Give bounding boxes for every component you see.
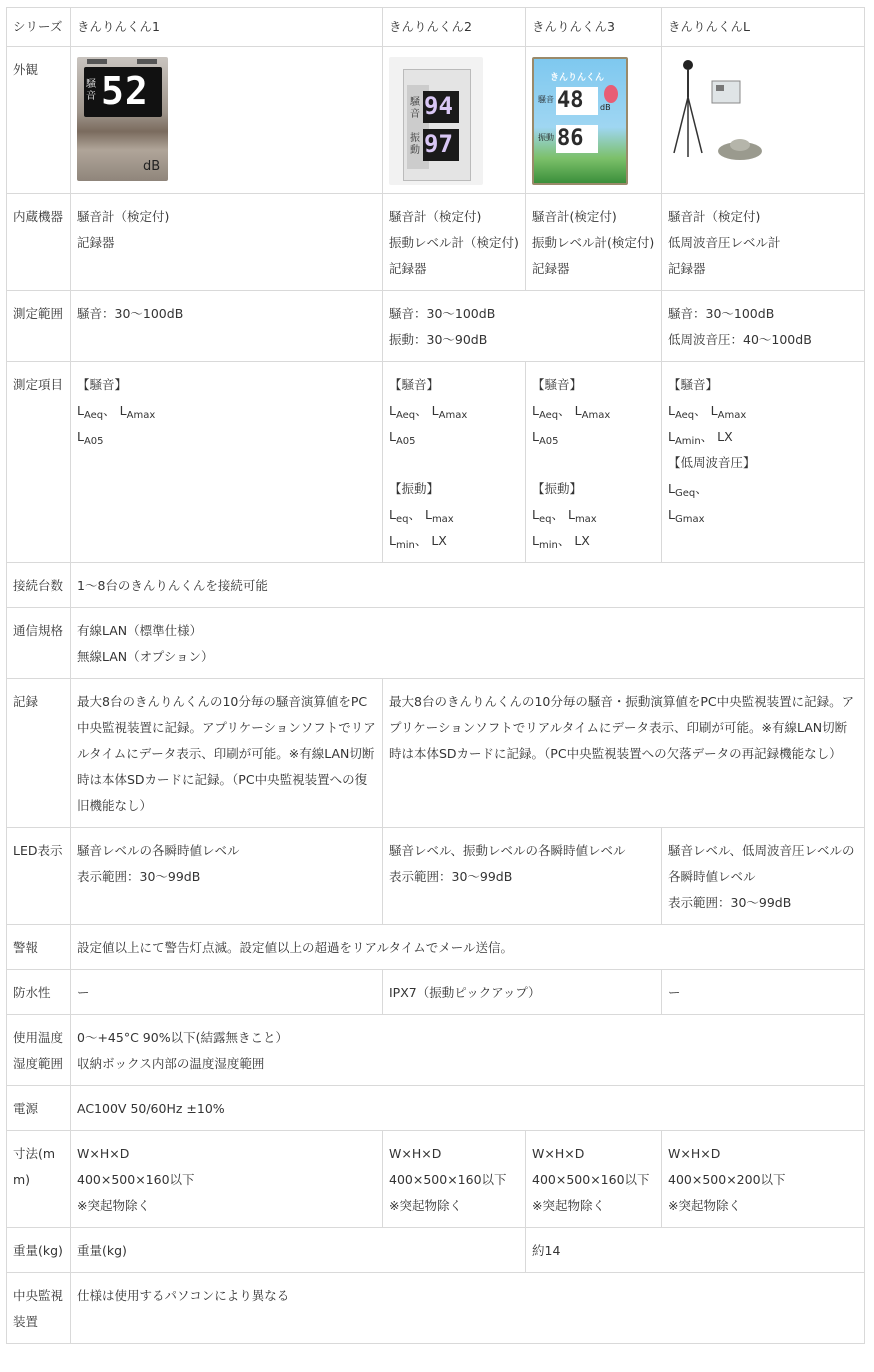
device-title: きんりんくん	[550, 73, 605, 83]
comm-item: 有線LAN（標準仕様）	[77, 623, 203, 638]
row-label-dims: 寸法(mm)	[7, 1131, 71, 1228]
noise-heading: 【騒音】	[389, 377, 440, 392]
device-photo-3	[532, 57, 628, 185]
model-header-2: きんりんくん2	[383, 8, 526, 47]
weight-models-1-2: 重量(kg)	[71, 1228, 526, 1273]
noise-reading: 48	[557, 88, 584, 113]
weight-models-3-L: 約14	[526, 1228, 865, 1273]
model-header-3: きんりんくん3	[526, 8, 662, 47]
model-header-1: きんりんくん1	[71, 8, 383, 47]
dims-value: 400×500×160以下	[77, 1172, 195, 1187]
device-item: 振動レベル計(検定付)	[532, 235, 655, 250]
device-item: 騒音計（検定付)	[668, 209, 761, 224]
table-row	[7, 47, 865, 194]
waterproof-model-1: ー	[71, 970, 383, 1015]
device-photo-L	[668, 57, 764, 169]
row-label-power: 電源	[7, 1086, 71, 1131]
dims-value: 400×500×160以下	[389, 1172, 507, 1187]
measure-item: $L_{eq}$、 $L_{max}$	[389, 507, 454, 525]
device-item: 振動レベル計（検定付)	[389, 235, 519, 250]
noise-heading: 【騒音】	[532, 377, 583, 392]
led-item: 騒音レベル、低周波音圧レベルの各瞬時値レベル	[668, 843, 855, 884]
spec-table	[6, 7, 865, 1344]
appearance-cell-1	[71, 47, 383, 194]
device-item: 記録器	[668, 261, 706, 276]
table-row	[7, 1086, 865, 1131]
row-label-waterproof: 防水性	[7, 970, 71, 1015]
device-item: 騒音計（検定付)	[77, 209, 170, 224]
measure-item: $L_{A05}$	[532, 429, 559, 447]
table-row	[7, 1273, 865, 1344]
measure-item: $L_{Aeq}$、 $L_{Amax}$	[532, 403, 611, 421]
appearance-cell-2	[383, 47, 526, 194]
table-row	[7, 8, 865, 47]
row-label-series: シリーズ	[7, 8, 71, 47]
row-label-connect: 接続台数	[7, 563, 71, 608]
measure-item: $L_{Gmax}$	[668, 507, 705, 525]
vibration-heading: 【振動】	[532, 481, 583, 496]
row-label-items: 測定項目	[7, 362, 71, 563]
device-item: 低周波音圧レベル計	[668, 235, 781, 250]
range-item: 振動：30〜90dB	[389, 332, 488, 347]
noise-heading: 【騒音】	[77, 377, 128, 392]
row-label-weight: 重量(kg)	[7, 1228, 71, 1273]
unit-label: dB	[143, 159, 161, 174]
waterproof-model-L: ー	[662, 970, 865, 1015]
row-label-alarm: 警報	[7, 925, 71, 970]
device-item: 記録器	[532, 261, 570, 276]
device-item: 記録器	[389, 261, 427, 276]
led-item: 表示範囲：30〜99dB	[77, 869, 201, 884]
low-frequency-heading: 【低周波音圧】	[668, 455, 756, 470]
table-row	[7, 679, 865, 828]
measure-item: $L_{min}$、 LX	[532, 533, 590, 551]
table-row	[7, 828, 865, 925]
measure-item: $L_{Amin}$、 LX	[668, 429, 733, 447]
dims-value: 400×500×200以下	[668, 1172, 786, 1187]
table-row	[7, 970, 865, 1015]
waterproof-models-2-3: IPX7（振動ピックアップ）	[383, 970, 662, 1015]
noise-label: 騒音	[410, 97, 420, 120]
table-row	[7, 925, 865, 970]
row-label-led: LED表示	[7, 828, 71, 925]
vibration-reading: 86	[557, 126, 584, 151]
temp-item: 収納ボックス内部の温度湿度範囲	[77, 1056, 265, 1071]
vibration-label: 振動	[538, 133, 554, 142]
dims-value: 400×500×160以下	[532, 1172, 650, 1187]
monitor-value: 仕様は使用するパソコンにより異なる	[71, 1273, 865, 1344]
measure-item: $L_{Aeq}$、 $L_{Amax}$	[668, 403, 747, 421]
device-photo-2	[389, 57, 483, 185]
model-header-L: きんりんくんL	[662, 8, 865, 47]
vibration-heading: 【振動】	[389, 481, 440, 496]
vibration-reading: 97	[424, 130, 453, 158]
row-label-monitor: 中央監視装置	[7, 1273, 71, 1344]
table-row	[7, 1015, 865, 1086]
table-row: 寸法(mm) W×H×D 400×500×160以下 ※突起物除く W×H×D 400×500×160以下 ※突起物除く W×H×D 400×500×160以下 ※突起物除く W×H×D 400×500×200以下 ※突起物除く	[7, 1131, 865, 1228]
device-item: 騒音計(検定付)	[532, 209, 617, 224]
row-label-record: 記録	[7, 679, 71, 828]
comm-item: 無線LAN（オプション）	[77, 649, 214, 664]
temp-item: 0〜+45°C 90%以下(結露無きこと）	[77, 1030, 288, 1045]
power-value: AC100V 50/60Hz ±10%	[71, 1086, 865, 1131]
appearance-cell-L	[662, 47, 865, 194]
row-label-range: 測定範囲	[7, 291, 71, 362]
led-reading: 52	[101, 69, 149, 113]
measure-item: $L_{min}$、 LX	[389, 533, 447, 551]
appearance-cell-3	[526, 47, 662, 194]
device-item: 騒音計（検定付)	[389, 209, 482, 224]
measure-item: $L_{Geq}$、	[668, 481, 708, 499]
measure-item: $L_{A05}$	[77, 429, 104, 447]
led-item: 騒音レベルの各瞬時値レベル	[77, 843, 240, 858]
device-item: 記録器	[77, 235, 115, 250]
led-item: 表示範囲：30〜99dB	[668, 895, 792, 910]
measure-item: $L_{eq}$、 $L_{max}$	[532, 507, 597, 525]
led-item: 表示範囲：30〜99dB	[389, 869, 513, 884]
table-row	[7, 362, 865, 563]
table-row	[7, 194, 865, 291]
noise-reading: 94	[424, 92, 453, 120]
table-row	[7, 1228, 865, 1273]
vibration-label: 振動	[410, 133, 420, 156]
measure-item: $L_{Aeq}$、 $L_{Amax}$	[389, 403, 468, 421]
row-label-temp: 使用温度湿度範囲	[7, 1015, 71, 1086]
table-row	[7, 291, 865, 362]
noise-label: 騒音	[538, 95, 554, 104]
alarm-value: 設定値以上にて警告灯点滅。設定値以上の超過をリアルタイムでメール送信。	[71, 925, 865, 970]
unit-label: dB	[600, 103, 611, 112]
row-label-appearance: 外観	[7, 47, 71, 194]
connect-value: 1〜8台のきんりんくんを接続可能	[71, 563, 865, 608]
tripod-microphone-icon	[668, 57, 764, 169]
measure-item: $L_{A05}$	[389, 429, 416, 447]
record-models-2-L: 最大8台のきんりんくんの10分毎の騒音・振動演算値をPC中央監視装置に記録。アプリケーションソフトでリアルタイムにデータ表示、印刷が可能。※有線LAN切断時は本体SDカードに記録。（PC中央監視装置への欠落データの再記録機能なし）	[383, 679, 865, 828]
range-item: 低周波音圧：40〜100dB	[668, 332, 812, 347]
measure-item: $L_{Aeq}$、 $L_{Amax}$	[77, 403, 156, 421]
device-photo-1	[77, 57, 168, 181]
noise-heading: 【騒音】	[668, 377, 719, 392]
table-row	[7, 563, 865, 608]
noise-side-label: 騒音	[86, 79, 96, 102]
led-item: 騒音レベル、振動レベルの各瞬時値レベル	[389, 843, 626, 858]
table-row	[7, 608, 865, 679]
record-model-1: 最大8台のきんりんくんの10分毎の騒音演算値をPC中央監視装置に記録。アプリケーションソフトでリアルタイムにデータ表示、印刷が可能。※有線LAN切断時は本体SDカードに記録。（PC中央監視装置への復旧機能なし）	[71, 679, 383, 828]
range-item: 騒音：30〜100dB	[77, 306, 184, 321]
row-label-comm: 通信規格	[7, 608, 71, 679]
row-label-devices: 内蔵機器	[7, 194, 71, 291]
range-item: 騒音：30〜100dB	[668, 306, 775, 321]
range-item: 騒音：30〜100dB	[389, 306, 496, 321]
